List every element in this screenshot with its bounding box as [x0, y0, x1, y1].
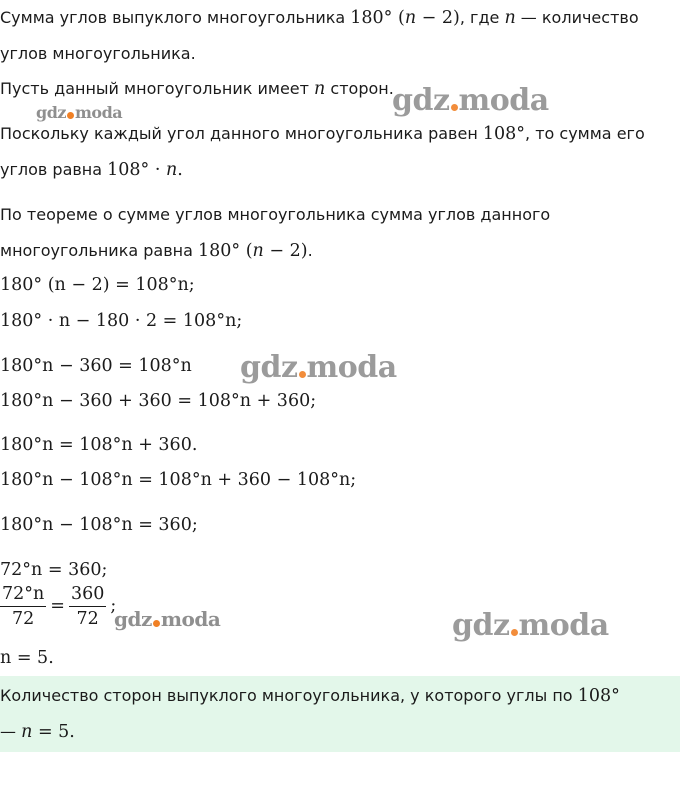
watermark-logo: gdz moda: [240, 350, 397, 385]
answer-line-2: — n = 5.: [0, 722, 75, 742]
result-equation: n = 5.: [0, 648, 54, 668]
text-line-2: углов многоугольника.: [0, 44, 196, 63]
equation-1: 180° (n − 2) = 108°n;: [0, 275, 195, 295]
answer-line-1: Количество сторон выпуклого многоугольника, у которого углы по 108°: [0, 686, 620, 706]
equation-2: 180° · n − 180 · 2 = 108°n;: [0, 311, 243, 331]
fraction-right: $\frac{360}{72}$: [70, 584, 105, 629]
fraction-equation: $\frac{72^\circ n}{72}$ = $\frac{360}{72}$ ;: [2, 584, 117, 629]
text-line-7: многоугольника равна 180° (n − 2).: [0, 241, 313, 261]
equation-5: 180°n = 108°n + 360.: [0, 435, 198, 455]
equation-8: 72°n = 360;: [0, 560, 108, 580]
equation-3: 180°n − 360 = 108°n: [0, 356, 192, 376]
text-line-1: Сумма углов выпуклого многоугольника 180° (n − 2), где n — количество: [0, 8, 639, 28]
equation-4: 180°n − 360 + 360 = 108°n + 360;: [0, 391, 317, 411]
text-line-3: Пусть данный многоугольник имеет n сторон.: [0, 79, 394, 99]
watermark-logo: gdz moda: [392, 83, 549, 118]
text-line-6: По теореме о сумме углов многоугольника сумма углов данного: [0, 205, 551, 224]
fraction-left: $\frac{72^\circ n}{72}$: [2, 584, 45, 629]
text-line-4: Поскольку каждый угол данного многоугольника равен 108°, то сумма его: [0, 124, 645, 144]
equation-7: 180°n − 108°n = 360;: [0, 515, 198, 535]
text-line-5: углов равна 108° · n.: [0, 160, 183, 180]
watermark-logo: gdz moda: [36, 103, 123, 122]
equation-6: 180°n − 108°n = 108°n + 360 − 108°n;: [0, 470, 357, 490]
watermark-logo: gdz moda: [114, 607, 221, 631]
answer-block: [0, 676, 680, 752]
watermark-logo: gdz moda: [452, 608, 609, 643]
